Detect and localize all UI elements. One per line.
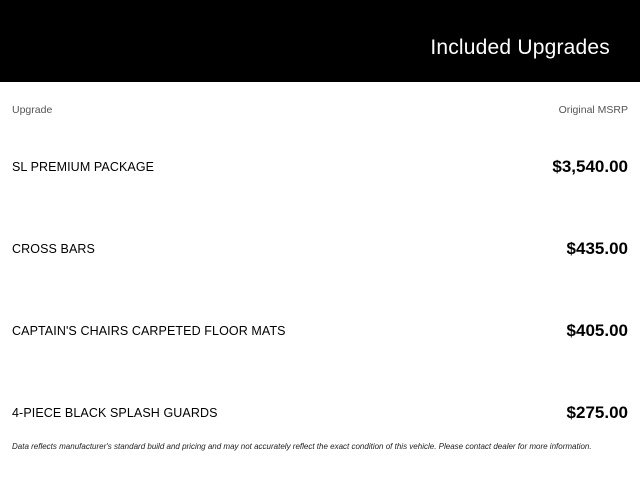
page-header — [0, 0, 640, 82]
upgrade-price: $275.00 — [566, 403, 628, 422]
table-row — [10, 290, 630, 372]
table-row — [10, 126, 630, 208]
upgrade-name: CROSS BARS — [12, 242, 95, 256]
upgrade-price: $435.00 — [566, 239, 628, 258]
table-row — [10, 208, 630, 290]
upgrades-table — [0, 82, 640, 454]
upgrade-price: $3,540.00 — [552, 157, 628, 176]
upgrade-name: CAPTAIN'S CHAIRS CARPETED FLOOR MATS — [12, 324, 286, 338]
table-column-headers — [10, 82, 630, 126]
page-title: Included Upgrades — [430, 36, 610, 59]
column-header-msrp: Original MSRP — [558, 104, 628, 116]
upgrade-name: 4-PIECE BLACK SPLASH GUARDS — [12, 406, 218, 420]
disclaimer-text: Data reflects manufacturer's standard build and pricing and may not accurately reflect the exact condition of this vehicle. Please contact dealer for more information. — [12, 442, 592, 451]
upgrade-price: $405.00 — [566, 321, 628, 340]
column-header-upgrade: Upgrade — [12, 104, 53, 116]
upgrade-name: SL PREMIUM PACKAGE — [12, 160, 155, 174]
